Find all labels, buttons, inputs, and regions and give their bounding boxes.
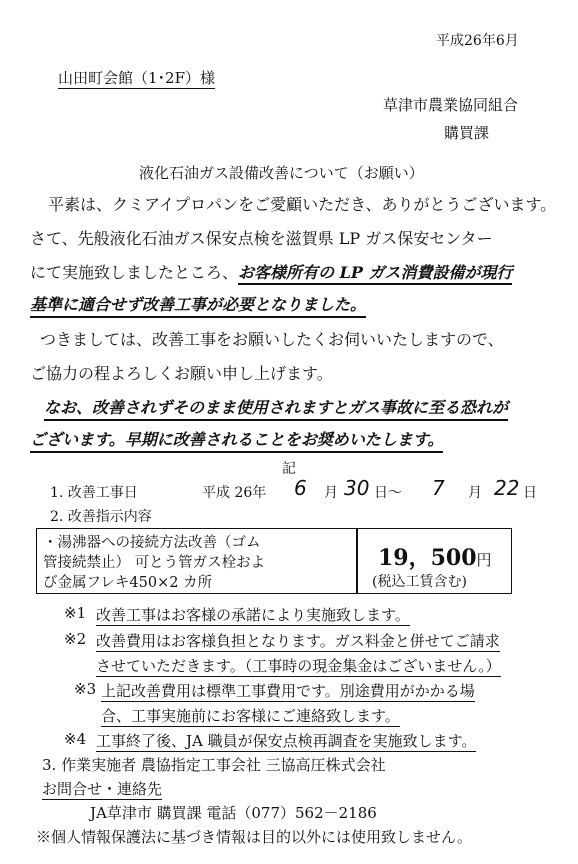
item-3-contractor: 3. 作業実施者 農協指定工事会社 三協高圧株式会社 bbox=[42, 756, 386, 774]
warning-line-1: なお、改善されずそのまま使用されますとガス事故に至る恐れが bbox=[44, 395, 508, 421]
privacy-notice: ※個人情報保護法に基づき情報は目的以外には使用致しません。 bbox=[36, 828, 472, 846]
note-4-mark: ※4 bbox=[64, 730, 87, 748]
note-1-mark: ※1 bbox=[64, 604, 87, 622]
handwritten-day-end: 22 bbox=[494, 476, 520, 500]
body-paragraph-1: 平素は、クミアイプロパンをご愛顧いただき、ありがとうございます。 bbox=[48, 195, 557, 214]
price-unit: 円 bbox=[476, 551, 492, 569]
item-1-era: 平成 26年 bbox=[202, 485, 267, 501]
sender-organization: 草津市農業協同組合 bbox=[383, 96, 519, 114]
ki-heading: 記 bbox=[282, 461, 296, 477]
handwritten-day-start: 30 bbox=[344, 476, 370, 500]
note-3-line-1: 上記改善費用は標準工事費用です。別途費用がかかる場 bbox=[101, 682, 475, 700]
sender-department: 購買課 bbox=[444, 124, 490, 142]
price-amount bbox=[378, 541, 492, 572]
body-paragraph-2-line-1: さて、先般液化石油ガス保安点検を滋賀県 LP ガス保安センター bbox=[30, 229, 493, 248]
note-2-mark: ※2 bbox=[64, 630, 87, 648]
month-kanji-1: 月 bbox=[324, 485, 338, 501]
item-1-label: 1. 改善工事日 bbox=[50, 485, 138, 501]
body-paragraph-2-plain: にて実施致しましたところ、 bbox=[30, 263, 239, 282]
day-kanji-2: 日 bbox=[523, 485, 537, 501]
body-emphasis-2: 基準に適合せず改善工事が必要となりました。 bbox=[30, 292, 366, 318]
note-1-text: 改善工事はお客様の承諾により実施致します。 bbox=[96, 606, 410, 624]
box-divider bbox=[356, 529, 358, 593]
document-date: 平成26年6月 bbox=[436, 33, 519, 49]
note-2-line-2: させていただきます。（工事時の現金集金はございません。） bbox=[96, 657, 501, 675]
body-paragraph-3-line-1: つきましては、改善工事をお願いしたくお伺いいたしますので、 bbox=[40, 330, 504, 349]
document-title: 液化石油ガス設備改善について（お願い） bbox=[139, 164, 424, 182]
note-3-line-2: 合、工事実施前にお客様にご連絡致します。 bbox=[101, 707, 400, 725]
price-note: (税込工賃含む) bbox=[372, 574, 467, 590]
note-3-mark: ※3 bbox=[74, 680, 97, 698]
handwritten-month-end: 7 bbox=[432, 476, 445, 500]
note-2-line-1: 改善費用はお客様負担となります。ガス料金と併せてご請求 bbox=[96, 632, 500, 650]
contact-label: お問合せ・連絡先 bbox=[42, 780, 163, 798]
handwritten-month-start: 6 bbox=[294, 476, 307, 500]
work-line-1: ・湯沸器への接続方法改善（ゴム bbox=[43, 535, 261, 551]
day-kanji-1: 日～ bbox=[374, 485, 402, 501]
body-paragraph-3-line-2: ご協力の程よろしくお願い申し上げます。 bbox=[30, 364, 333, 383]
recipient-name: 山田町会館（1･2F）様 bbox=[58, 69, 215, 87]
item-2-label: 2. 改善指示内容 bbox=[50, 509, 152, 525]
warning-line-2: ございます。早期に改善されることをお奨めいたします。 bbox=[30, 427, 443, 453]
contact-info: JA草津市 購買課 電話（077）562－2186 bbox=[90, 804, 377, 822]
work-line-3: び金属フレキ450×2 カ所 bbox=[43, 575, 213, 591]
body-emphasis-1: お客様所有の LP ガス消費設備が現行 bbox=[238, 263, 512, 285]
work-line-2: 管接続禁止） 可とう管ガス栓およ bbox=[43, 555, 266, 571]
body-paragraph-2-line-2 bbox=[30, 260, 512, 283]
work-description bbox=[43, 533, 353, 593]
note-4-text: 工事終了後、JA 職員が保安点検再調査を実施致します。 bbox=[96, 732, 477, 750]
price-value: 19，500 bbox=[378, 545, 477, 571]
month-kanji-2: 月 bbox=[468, 485, 482, 501]
